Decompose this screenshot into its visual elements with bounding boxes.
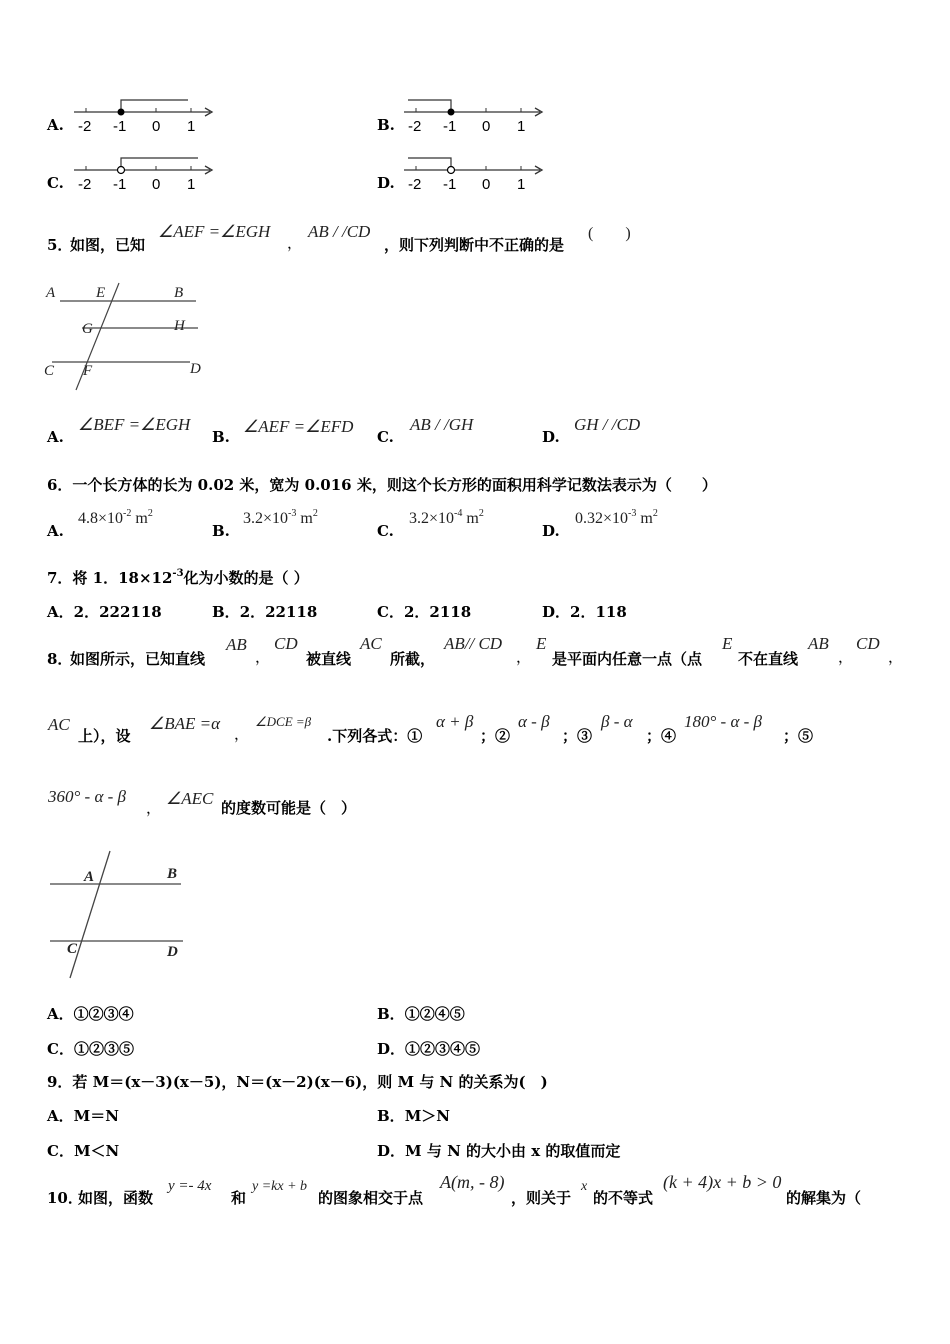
q5-fig-b: B [174, 285, 184, 301]
q10-t5: 的不等式 [593, 1189, 654, 1207]
q4c-tick-2: 0 [152, 176, 161, 193]
q8-figure [40, 845, 200, 985]
q5-stem-b: ，则下列判断中不正确的是 [384, 236, 565, 254]
q5-option-d-label: D. [542, 428, 560, 446]
q8-fig-c: C [67, 941, 78, 957]
q8-f1: α + β [436, 712, 474, 731]
q8-c3: ， [838, 648, 854, 666]
q5-expr2: AB / /CD [308, 222, 371, 241]
q10-t4: ，则关于 [511, 1189, 572, 1207]
q7-option-a: A．2．222118 [47, 603, 162, 621]
q6-stem: 6．一个长方体的长为 0.02 米，宽为 0.016 米，则这个长方形的面积用科学记数法表示为（ ） [47, 476, 717, 494]
q8-option-a: A．①②③④ [47, 1005, 134, 1023]
q8-f3: β - α [601, 712, 633, 731]
q9-stem: 9．若 M＝(x－3)(x－5)，N＝(x－2)(x－6)，则 M 与 N 的关系为( ) [47, 1073, 548, 1091]
q6-option-d-label: D. [542, 522, 560, 540]
q8-c4: ， [888, 648, 904, 666]
q8-option-c: C．①②③⑤ [47, 1040, 134, 1058]
q4-numberline-c [70, 154, 220, 199]
q4d-tick-2: 0 [482, 176, 491, 193]
q8-option-b: B．①②④⑤ [377, 1005, 465, 1023]
q5-paren: ( ) [588, 225, 631, 242]
q7-option-b: B．2．22118 [212, 603, 318, 621]
q8-t1: 如图所示，已知直线 [70, 650, 206, 668]
q8-ab: AB [226, 635, 247, 654]
q8-s1: ；② [480, 727, 511, 745]
q8-t3: 所截， [390, 650, 436, 668]
q8-s3: ；④ [646, 727, 677, 745]
q5-fig-d: D [190, 361, 201, 377]
q8-cd: CD [274, 634, 298, 653]
q8-s4: ；⑤ [783, 727, 814, 745]
q4-option-c-label: C. [47, 174, 64, 192]
q4c-tick-3: 1 [187, 176, 196, 193]
q4d-tick-1: -1 [443, 176, 457, 193]
q8-t8: 的度数可能是（ ） [221, 799, 357, 817]
q8-c2: ， [516, 648, 532, 666]
q4b-tick-1: -1 [443, 118, 457, 135]
q9-option-c: C．M＜N [47, 1142, 120, 1160]
q4a-tick-3: 1 [187, 118, 196, 135]
q8-f5: 360° - α - β [48, 787, 127, 806]
q5-sep: ， [287, 234, 303, 252]
q8-t4: 是平面内任意一点（点 [552, 650, 703, 668]
q5-fig-h: H [174, 318, 185, 334]
q8-c6: ， [146, 799, 162, 817]
q10-number: 10． [47, 1189, 83, 1207]
q10-ineq: (k + 4)x + b > 0 [663, 1172, 782, 1192]
q8-number: 8． [47, 650, 73, 668]
q8-s2: ；③ [562, 727, 593, 745]
q5-figure [40, 280, 220, 395]
q4-option-b-label: B. [377, 116, 395, 134]
q8-fig-d: D [167, 944, 178, 960]
q10-t3: 的图象相交于点 [318, 1189, 424, 1207]
q8-t2: 被直线 [306, 650, 352, 668]
q4d-tick-3: 1 [517, 176, 526, 193]
q10-x: x [581, 1179, 588, 1194]
q4-numberline-a [70, 96, 220, 141]
q6-option-b-label: B. [212, 522, 230, 540]
q8-fig-a: A [84, 869, 95, 885]
q8-option-d: D．①②③④⑤ [377, 1040, 481, 1058]
q6-option-c: $3.2\times 10^{-4}$ $m^2$ [409, 508, 484, 527]
q6-option-c-label: C. [377, 522, 394, 540]
q8-c5: ， [234, 725, 250, 743]
q8-dce: ∠DCE =β [255, 714, 312, 729]
q5-option-c: AB / /GH [410, 415, 474, 434]
q4b-tick-0: -2 [408, 118, 422, 135]
q5-fig-e: E [96, 285, 106, 301]
q4-option-d-label: D. [377, 174, 395, 192]
q7-option-d: D．2．118 [542, 603, 627, 621]
q8-aec: ∠AEC [166, 789, 214, 808]
q8-e2: E [722, 634, 733, 653]
q9-option-d: D．M 与 N 的大小由 x 的取值而定 [377, 1142, 621, 1160]
q4-numberline-d [400, 154, 550, 199]
q5-option-c-label: C. [377, 428, 394, 446]
q5-option-a-label: A. [47, 428, 64, 446]
q4b-tick-3: 1 [517, 118, 526, 135]
q4d-tick-0: -2 [408, 176, 422, 193]
q5-fig-g: G [82, 321, 93, 337]
q8-fig-b: B [167, 866, 178, 882]
q10-t2: 和 [231, 1189, 247, 1207]
q10-t1: 如图，函数 [78, 1189, 154, 1207]
q4c-tick-0: -2 [78, 176, 92, 193]
q5-number: 5． [47, 236, 73, 254]
q5-option-b-label: B. [212, 428, 230, 446]
q4-numberline-b [400, 96, 550, 141]
q5-expr1: ∠AEF =∠EGH [158, 222, 271, 241]
q5-stem-a: 如图，已知 [70, 236, 146, 254]
q5-fig-c: C [44, 363, 55, 379]
q10-t6: 的解集为（ [786, 1189, 862, 1207]
q4-option-a-label: A. [47, 116, 64, 134]
q9-option-a: A．M＝N [47, 1107, 119, 1125]
q8-ac2: AC [48, 715, 70, 734]
q4c-tick-1: -1 [113, 176, 127, 193]
q8-f4: 180° - α - β [684, 712, 763, 731]
q4b-tick-2: 0 [482, 118, 491, 135]
q6-option-a-label: A. [47, 522, 64, 540]
q6-option-b: $3.2\times 10^{-3}$ $m^2$ [243, 508, 318, 527]
q7-option-c: C．2．2118 [377, 603, 472, 621]
q4a-tick-0: -2 [78, 118, 92, 135]
q8-t6: 上），设 [78, 727, 131, 745]
q8-par: AB// CD [444, 634, 503, 653]
q7-stem: 7．将 1．$18\times 12^{-3}$化为小数的是（ ） [47, 568, 309, 587]
q4a-tick-1: -1 [113, 118, 127, 135]
q8-bae: ∠BAE =α [149, 714, 221, 733]
q5-fig-a: A [46, 285, 56, 301]
q8-ac: AC [360, 634, 382, 653]
q10-pt: A(m, - 8) [440, 1172, 505, 1192]
q8-cd2: CD [856, 634, 880, 653]
q5-option-a: ∠BEF =∠EGH [78, 415, 191, 434]
q8-f2: α - β [518, 712, 550, 731]
q9-option-b: B．M＞N [377, 1107, 451, 1125]
q10-f2: y =kx + b [252, 1179, 308, 1194]
q6-option-a: $4.8\times 10^{-2}$ $m^2$ [78, 508, 153, 527]
q5-fig-f: F [83, 363, 93, 379]
q8-t7: .下列各式：① [327, 727, 423, 745]
q6-option-d: $0.32\times 10^{-3}$ $m^2$ [575, 508, 658, 527]
q10-f1: y =- 4x [168, 1178, 212, 1194]
q8-t5: 不在直线 [738, 650, 799, 668]
q5-option-b: ∠AEF =∠EFD [243, 417, 354, 436]
q8-c1: ， [255, 648, 271, 666]
q8-e: E [536, 634, 547, 653]
q5-option-d: GH / /CD [574, 415, 641, 434]
q4a-tick-2: 0 [152, 118, 161, 135]
q8-ab2: AB [808, 634, 829, 653]
